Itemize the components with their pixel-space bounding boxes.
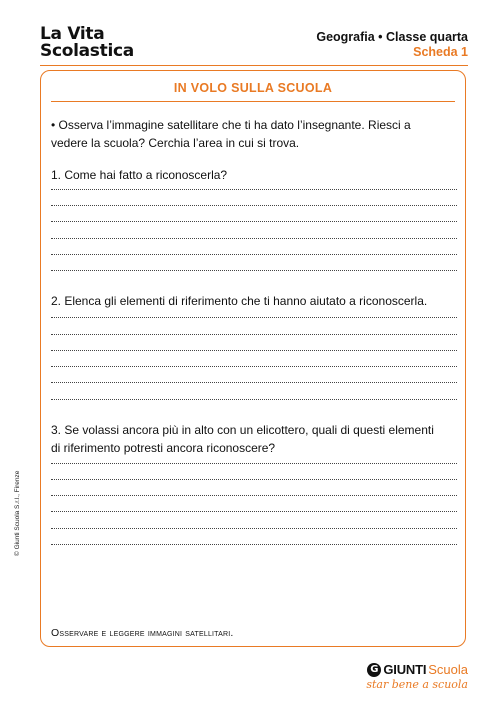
brand-tagline: star bene a scuola [366,678,468,691]
logo-line-2: Scolastica [40,41,134,61]
question-3 [51,421,455,457]
question-3-line-1: 3. Se volassi ancora più in alto con un elicottero, quali di questi elementi [51,423,434,437]
answer-line[interactable] [51,334,457,336]
brand-giunti: GIUNTI [383,662,427,677]
answer-line[interactable] [51,366,457,368]
answer-line[interactable] [51,382,457,384]
answer-line[interactable] [51,238,457,240]
giunti-scuola-logo [366,662,468,691]
subject-label: Geografia • Classe quarta [316,30,468,44]
answer-line[interactable] [51,350,457,352]
answer-line[interactable] [51,495,457,497]
answer-line[interactable] [51,254,457,256]
answer-line[interactable] [51,317,457,319]
question-1 [51,166,455,184]
header-info [316,30,468,60]
question-3-line-2: di riferimento potresti ancora riconoscere? [51,441,276,455]
sheet-label: Scheda 1 [413,45,468,59]
worksheet-box [40,70,466,647]
answer-line[interactable] [51,479,457,481]
answer-line[interactable] [51,189,457,191]
giunti-mark-icon: G [367,663,381,677]
brand-scuola: Scuola [428,662,468,677]
header-divider [40,65,468,66]
answer-line[interactable] [51,511,457,513]
answer-line[interactable] [51,528,457,530]
intro-text [51,116,455,152]
la-vita-scolastica-logo [40,26,134,60]
answer-line[interactable] [51,221,457,223]
question-1-text: 1. Come hai fatto a riconoscerla? [51,168,228,182]
question-2 [51,292,455,310]
title-divider [51,101,455,102]
footer-label: Osservare e leggere immagini satellitari. [51,627,234,639]
question-2-text: 2. Elenca gli elementi di riferimento che ti hanno aiutato a riconoscerla. [51,294,428,308]
intro-line-1: • Osserva l’immagine satellitare che ti ha dato l’insegnante. Riesci a [51,118,411,132]
logo-line-1: La Vita [40,24,105,44]
answer-line[interactable] [51,270,457,272]
intro-line-2: vedere la scuola? Cerchia l’area in cui si trova. [51,136,300,150]
copyright-notice: © Giunti Scuola S.r.l., Firenze [14,470,21,556]
worksheet-footer [51,627,234,639]
answer-line[interactable] [51,205,457,207]
answer-line[interactable] [51,544,457,546]
answer-line[interactable] [51,463,457,465]
worksheet-title: IN VOLO SULLA SCUOLA [173,81,333,95]
answer-line[interactable] [51,399,457,401]
